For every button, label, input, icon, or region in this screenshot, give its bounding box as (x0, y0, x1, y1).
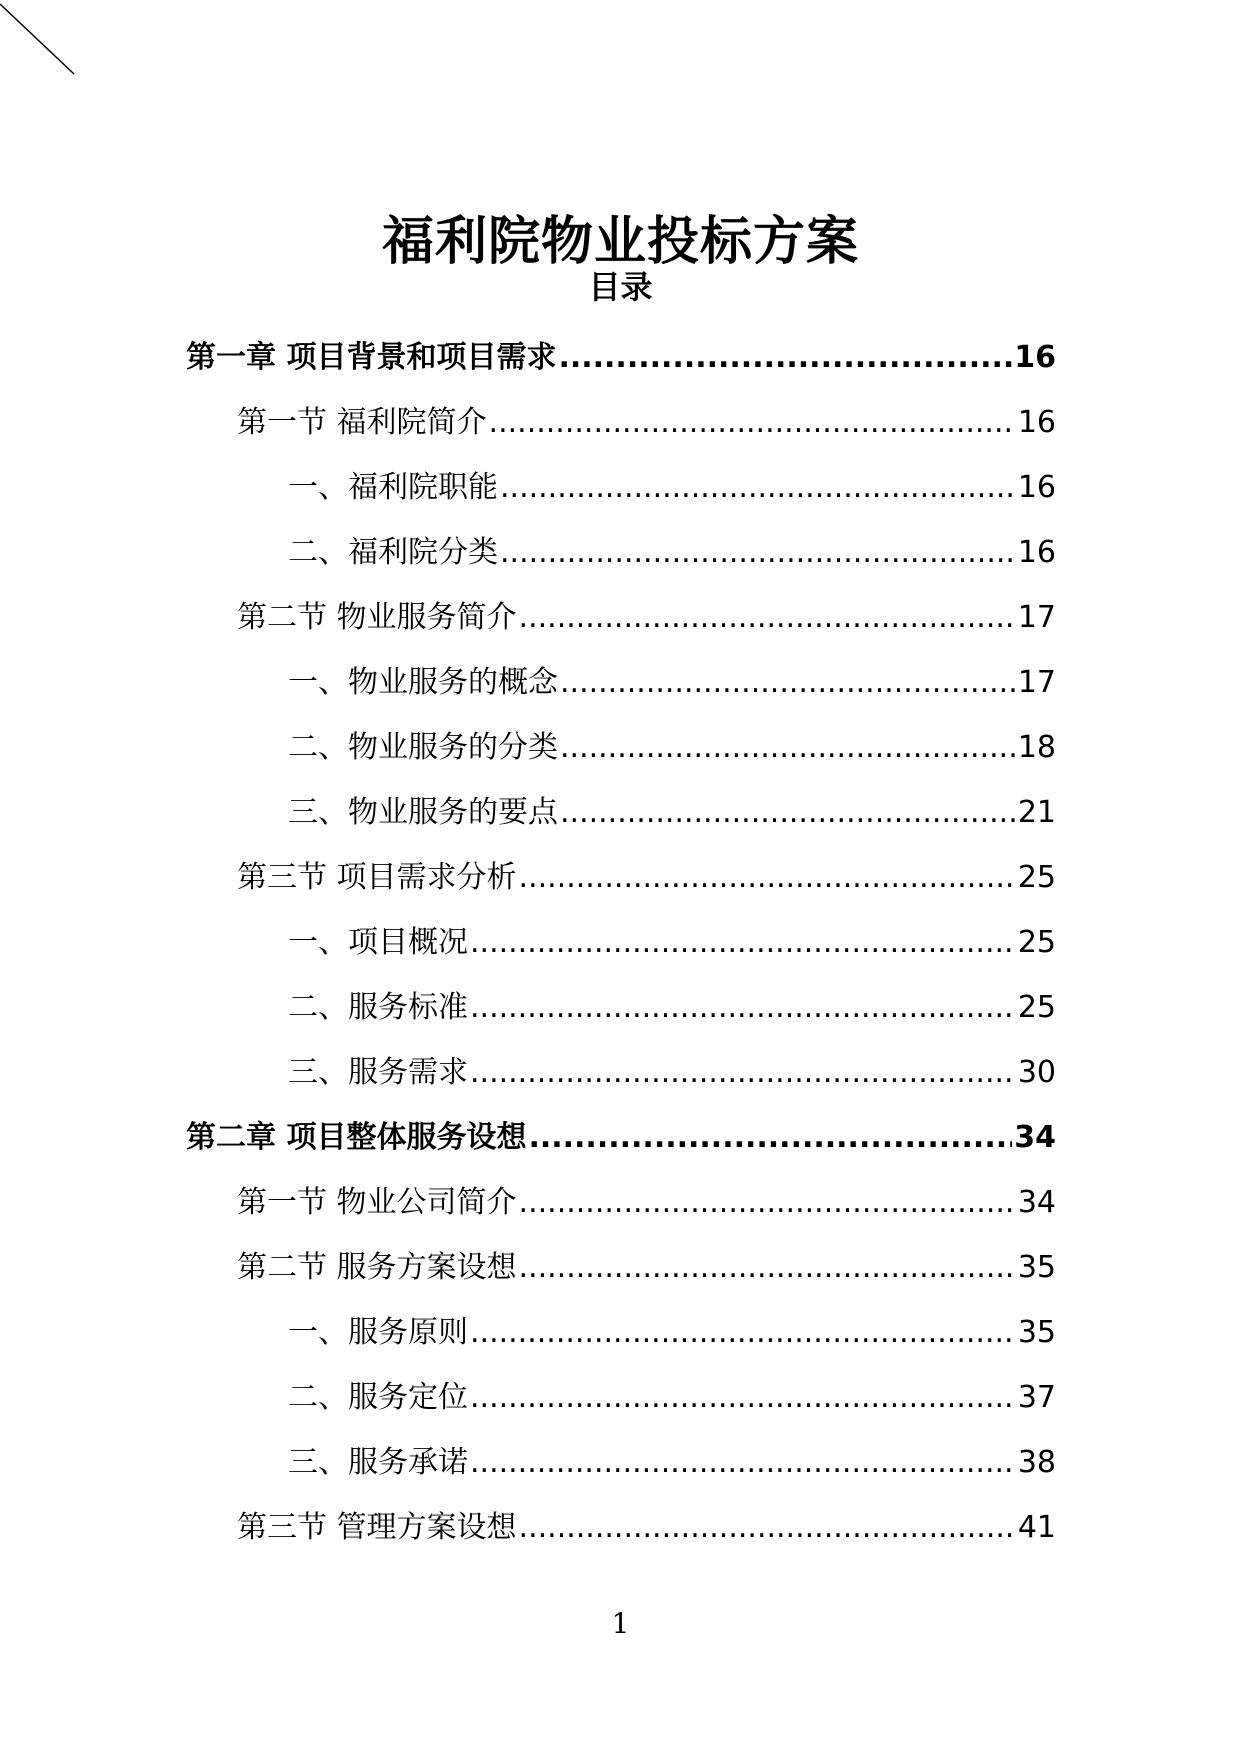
toc-entry-subsection[interactable] (186, 1365, 1056, 1430)
toc-entry-page: 38 (1017, 1444, 1056, 1480)
toc-dot-leader (470, 988, 1016, 1028)
toc-entry-page: 17 (1017, 664, 1056, 700)
toc-entry-label: 第二章 项目整体服务设想 (186, 1118, 526, 1158)
toc-dot-leader (489, 403, 1016, 443)
toc-dot-leader (519, 1508, 1016, 1548)
toc-entry-label: 一、项目概况 (288, 923, 468, 963)
document-title: 福利院物业投标方案 (381, 211, 859, 272)
toc-entry-page: 17 (1017, 599, 1056, 635)
toc-entry-label: 第一章 项目背景和项目需求 (186, 338, 556, 378)
toc-entry-chapter-1[interactable] (186, 325, 1056, 390)
toc-entry-section[interactable] (186, 1495, 1056, 1560)
toc-entry-label: 一、服务原则 (288, 1313, 468, 1353)
toc-entry-subsection[interactable] (186, 1040, 1056, 1105)
toc-dot-leader (470, 923, 1016, 963)
table-of-contents (186, 325, 1056, 1560)
toc-entry-section[interactable] (186, 845, 1056, 910)
toc-entry-label: 第三节 管理方案设想 (237, 1508, 517, 1548)
toc-entry-subsection[interactable] (186, 520, 1056, 585)
toc-entry-page: 18 (1017, 729, 1056, 765)
toc-entry-subsection[interactable] (186, 715, 1056, 780)
toc-dot-leader (528, 1118, 1012, 1158)
toc-entry-label: 第三节 项目需求分析 (237, 858, 517, 898)
toc-entry-page: 35 (1017, 1314, 1056, 1350)
toc-dot-leader (500, 533, 1016, 573)
toc-entry-label: 三、服务承诺 (288, 1443, 468, 1483)
toc-dot-leader (470, 1378, 1016, 1418)
toc-dot-leader (519, 598, 1016, 638)
toc-dot-leader (560, 663, 1016, 703)
toc-entry-label: 二、物业服务的分类 (288, 728, 558, 768)
toc-dot-leader (500, 468, 1016, 508)
toc-entry-label: 三、服务需求 (288, 1053, 468, 1093)
toc-dot-leader (519, 858, 1016, 898)
toc-entry-page: 30 (1017, 1054, 1056, 1090)
toc-entry-chapter-2[interactable] (186, 1105, 1056, 1170)
toc-dot-leader (470, 1313, 1016, 1353)
toc-entry-subsection[interactable] (186, 455, 1056, 520)
toc-entry-label: 二、福利院分类 (288, 533, 498, 573)
toc-entry-page: 16 (1014, 339, 1056, 375)
toc-entry-subsection[interactable] (186, 780, 1056, 845)
page-number: 1 (611, 1607, 630, 1640)
toc-entry-page: 34 (1017, 1184, 1056, 1220)
toc-entry-page: 37 (1017, 1379, 1056, 1415)
toc-entry-label: 第二节 物业服务简介 (237, 598, 517, 638)
toc-heading: 目录 (588, 268, 653, 306)
toc-entry-page: 35 (1017, 1249, 1056, 1285)
toc-entry-label: 第一节 福利院简介 (237, 403, 487, 443)
toc-entry-page: 25 (1017, 989, 1056, 1025)
toc-entry-section[interactable] (186, 585, 1056, 650)
toc-entry-subsection[interactable] (186, 1430, 1056, 1495)
toc-entry-page: 41 (1017, 1509, 1056, 1545)
toc-dot-leader (519, 1248, 1016, 1288)
corner-crop-mark (0, 0, 80, 80)
toc-entry-page: 21 (1017, 794, 1056, 830)
toc-entry-label: 第二节 服务方案设想 (237, 1248, 517, 1288)
toc-entry-subsection[interactable] (186, 650, 1056, 715)
toc-entry-section[interactable] (186, 1235, 1056, 1300)
toc-entry-subsection[interactable] (186, 910, 1056, 975)
toc-entry-label: 二、服务标准 (288, 988, 468, 1028)
toc-dot-leader (560, 728, 1016, 768)
toc-entry-page: 16 (1017, 404, 1056, 440)
toc-dot-leader (519, 1183, 1016, 1223)
toc-entry-subsection[interactable] (186, 1300, 1056, 1365)
toc-dot-leader (470, 1443, 1016, 1483)
toc-entry-section[interactable] (186, 390, 1056, 455)
toc-entry-page: 25 (1017, 924, 1056, 960)
toc-entry-label: 三、物业服务的要点 (288, 793, 558, 833)
toc-entry-section[interactable] (186, 1170, 1056, 1235)
toc-entry-page: 16 (1017, 469, 1056, 505)
toc-dot-leader (558, 338, 1012, 378)
toc-entry-label: 一、物业服务的概念 (288, 663, 558, 703)
toc-dot-leader (560, 793, 1016, 833)
toc-entry-subsection[interactable] (186, 975, 1056, 1040)
toc-entry-label: 二、服务定位 (288, 1378, 468, 1418)
toc-entry-page: 25 (1017, 859, 1056, 895)
toc-dot-leader (470, 1053, 1016, 1093)
toc-entry-page: 34 (1014, 1119, 1056, 1155)
toc-entry-page: 16 (1017, 534, 1056, 570)
toc-entry-label: 一、福利院职能 (288, 468, 498, 508)
toc-entry-label: 第一节 物业公司简介 (237, 1183, 517, 1223)
